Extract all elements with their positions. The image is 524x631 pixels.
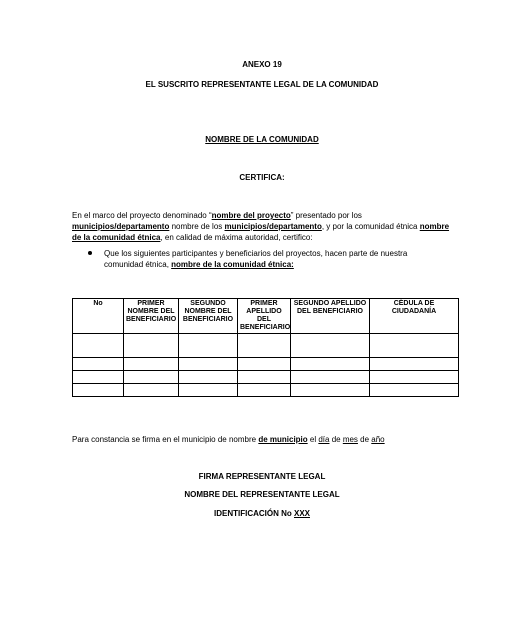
signature-line: FIRMA REPRESENTANTE LEGAL	[198, 472, 326, 481]
mes-placeholder: mes	[342, 435, 358, 444]
table-cell	[291, 358, 370, 371]
header-primer-nombre: PRIMER NOMBRE DEL BENEFICIARIO	[124, 299, 179, 334]
municipio-placeholder: de municipio	[258, 435, 308, 444]
table-cell	[179, 371, 238, 384]
anio-placeholder: año	[371, 435, 385, 444]
identification-line	[0, 509, 524, 519]
table-cell	[238, 358, 291, 371]
intro-text-1: En el marco del proyecto denominado “	[72, 211, 212, 220]
closing-paragraph	[72, 434, 492, 445]
bullet-paragraph	[104, 248, 444, 270]
table-cell	[73, 334, 124, 358]
identification-value: XXX	[293, 509, 310, 518]
table-cell	[124, 384, 179, 397]
table-cell	[179, 358, 238, 371]
closing-text-2: el	[307, 435, 319, 444]
closing-text-3: de	[329, 435, 343, 444]
table-cell	[73, 384, 124, 397]
table-row	[73, 358, 459, 371]
header-no: No	[73, 299, 124, 334]
table-row	[73, 334, 459, 358]
intro-text-5: , en calidad de máxima autoridad, certifico:	[160, 233, 313, 242]
table-row	[73, 384, 459, 397]
closing-text-4: de	[357, 435, 372, 444]
intro-paragraph	[72, 210, 456, 243]
table-cell	[370, 358, 459, 371]
table-cell	[291, 384, 370, 397]
table-cell	[238, 371, 291, 384]
table-cell	[73, 358, 124, 371]
table-cell	[291, 334, 370, 358]
subtitle-heading: EL SUSCRITO REPRESENTANTE LEGAL DE LA COMUNIDAD	[145, 80, 379, 89]
header-primer-apellido: PRIMER APELLIDO DEL BENEFICIARIO	[238, 299, 291, 334]
table-cell	[179, 334, 238, 358]
identification-label: IDENTIFICACIÓN No	[213, 509, 294, 518]
table-cell	[124, 371, 179, 384]
beneficiaries-table	[72, 298, 459, 397]
table-header-row	[73, 299, 459, 334]
table-cell	[291, 371, 370, 384]
community-name-heading: NOMBRE DE LA COMUNIDAD	[205, 135, 319, 144]
bullet-icon	[88, 251, 92, 255]
table-cell	[238, 334, 291, 358]
header-cedula: CÉDULA DE CIUDADANÍA	[370, 299, 459, 334]
intro-text-3: nombre de los	[169, 222, 225, 231]
header-segundo-apellido: SEGUNDO APELLIDO DEL BENEFICIARIO	[291, 299, 370, 334]
table-cell	[179, 384, 238, 397]
municipios-placeholder-2: municipios/departamento	[224, 222, 322, 231]
intro-text-2: ” presentado por los	[290, 211, 362, 220]
bullet-ethnic-community-placeholder: nombre de la comunidad étnica:	[171, 260, 294, 269]
table-cell	[73, 371, 124, 384]
project-name-placeholder: nombre del proyecto	[211, 211, 291, 220]
bullet-text: Que los siguientes participantes y beneficiarios del proyectos, hacen parte de nuestra comunidad étnica,	[104, 249, 408, 269]
header-segundo-nombre: SEGUNDO NOMBRE DEL BENEFICIARIO	[179, 299, 238, 334]
intro-text-4: , y por la comunidad étnica	[321, 222, 420, 231]
representative-name-line: NOMBRE DEL REPRESENTANTE LEGAL	[184, 490, 340, 499]
closing-text-1: Para constancia se firma en el municipio de nombre	[72, 435, 259, 444]
table-cell	[238, 384, 291, 397]
dia-placeholder: día	[318, 435, 330, 444]
table-row	[73, 371, 459, 384]
municipios-placeholder-1: municipios/departamento	[72, 222, 170, 231]
annex-heading: ANEXO 19	[242, 60, 282, 69]
table-cell	[370, 334, 459, 358]
table-cell	[370, 371, 459, 384]
table-cell	[124, 334, 179, 358]
table-cell	[124, 358, 179, 371]
ethnic-community-placeholder: nombre de la comunidad étnica	[72, 222, 450, 242]
certifies-heading: CERTIFICA:	[239, 173, 285, 182]
table-cell	[370, 384, 459, 397]
